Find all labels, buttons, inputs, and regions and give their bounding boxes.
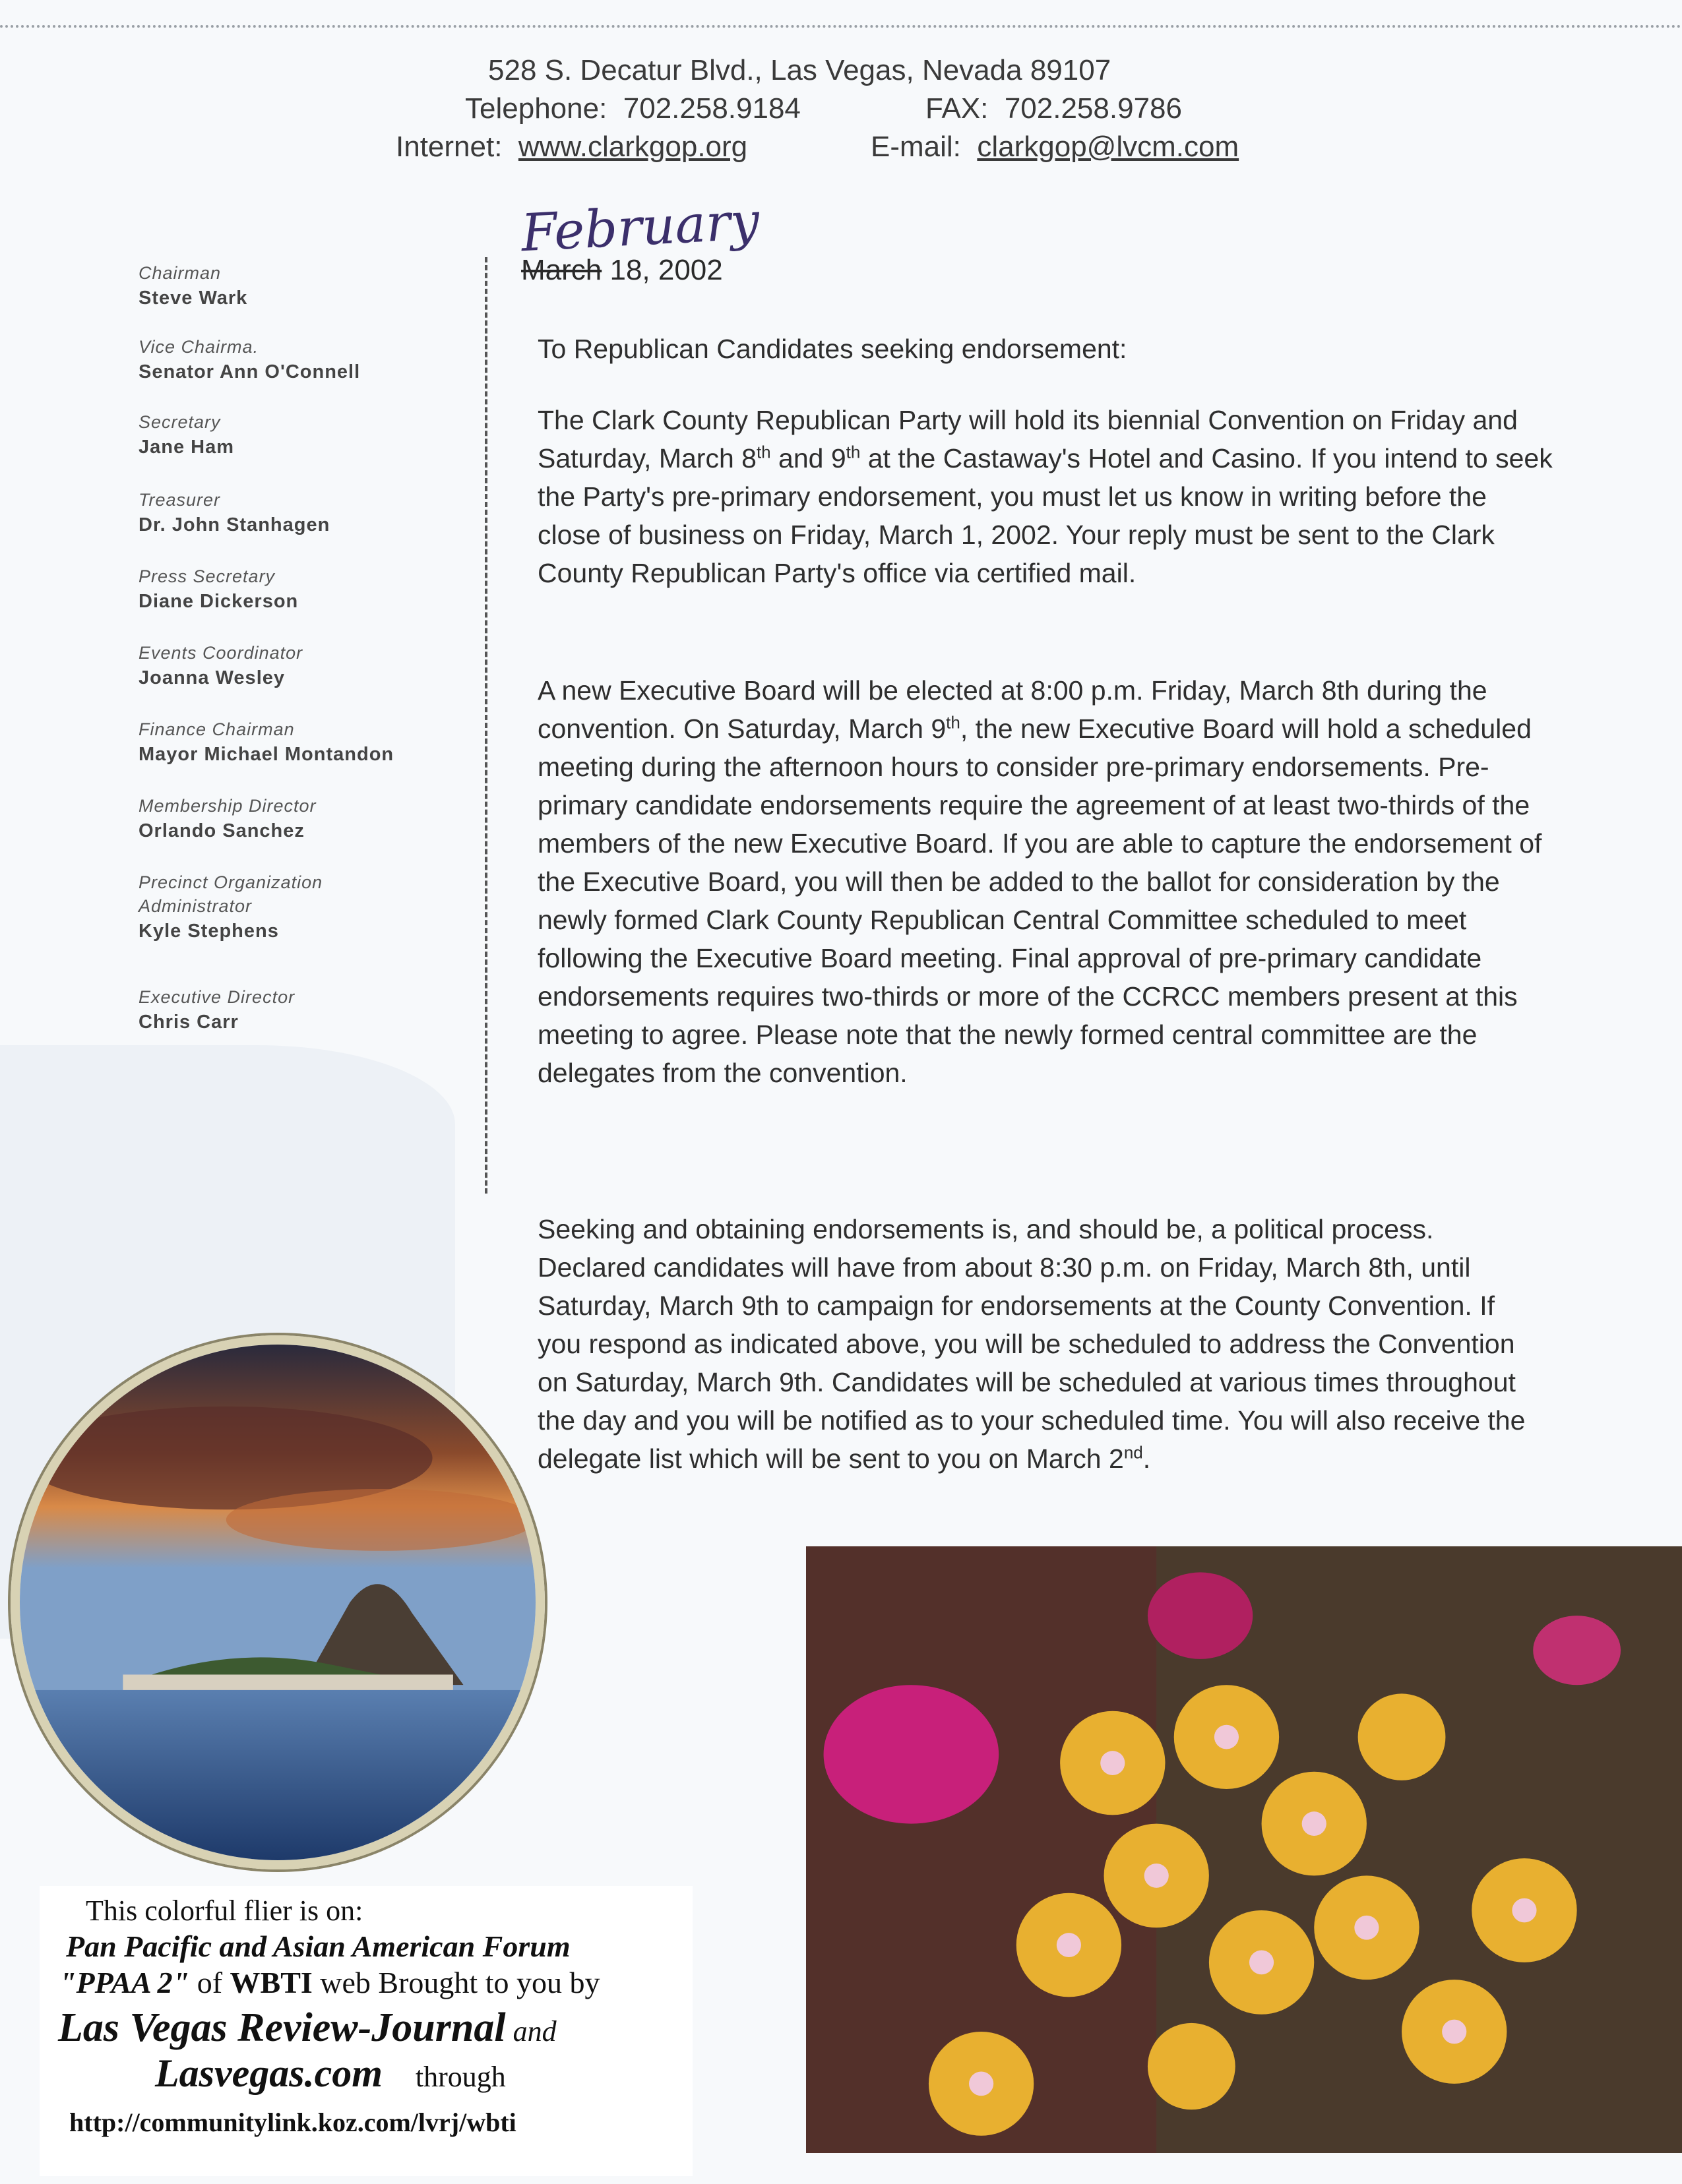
credit-newspaper: Las Vegas Review-Journal and [58, 2005, 557, 2050]
officer-events-coordinator [139, 641, 482, 691]
fax-label: FAX: [925, 92, 989, 125]
orchid-photo [806, 1546, 1682, 2153]
telephone-number: 702.258.9184 [623, 92, 801, 125]
officer-name: Chris Carr [139, 1012, 239, 1033]
officer-finance-chairman [139, 717, 482, 768]
struck-month: March [521, 254, 602, 286]
officer-name: Senator Ann O'Connell [139, 361, 361, 382]
officer-name: Kyle Stephens [139, 921, 279, 942]
officer-name: Jane Ham [139, 437, 235, 458]
officer-name: Mayor Michael Montandon [139, 744, 394, 765]
officer-chairman [139, 261, 482, 311]
salutation: To Republican Candidates seeking endorsement: [538, 334, 1127, 364]
officer-role: Finance Chairman [139, 719, 295, 739]
harbor-mountain-photo [11, 1335, 545, 1869]
officer-vice-chairman [139, 335, 482, 385]
paragraph-2: A new Executive Board will be elected at 8:00 p.m. Friday, March 8th during the convention. On Saturday, March 9th, the new Executive Board will hold a scheduled meeting during the afternoon hours to consider pre-primary endorsements. Pre-primary candidate endorsements require the agreement of at least two-thirds of the members of the new Executive Board. If you are able to capture the endorsement of the Executive Board, you will then be added to the ballot for consideration by the newly formed Clark County Republican Central Committee scheduled to meet following the Executive Board meeting. Final approval of pre-primary candidate endorsements requires two-thirds or more of the CCRCC members present at this meeting to agree. Please note that the newly formed central committee are the delegates from the convention. [538, 675, 1542, 1088]
officer-role: Executive Director [139, 987, 296, 1007]
officer-role: Chairman [139, 263, 222, 283]
paragraph-3: Seeking and obtaining endorsements is, and should be, a political process. Declared candidates will have from about 8:30 p.m. on Friday, March 8th, until Saturday, March 9th to campaign for endorsements at the County Convention. If you respond as indicated above, you will be scheduled to address the Convention on Saturday, March 9th. Candidates will be scheduled at various times throughout the day and you will be notified as to your scheduled time. You will also receive the delegate list which will be sent to you on March 2nd. [538, 1214, 1526, 1474]
credit-forum-name: Pan Pacific and Asian American Forum [66, 1929, 571, 1963]
letter-date [519, 191, 983, 297]
officer-executive-director [139, 985, 482, 1035]
officer-role: Treasurer [139, 490, 221, 510]
credit-website: Lasvegas.com through [155, 2051, 506, 2095]
date-day-year: 18, 2002 [602, 254, 723, 286]
officer-role: Membership Director [139, 796, 317, 816]
officer-name: Dr. John Stanhagen [139, 514, 330, 535]
letterhead-phone-row [465, 90, 801, 128]
officer-name: Diane Dickerson [139, 591, 299, 612]
typed-date [521, 254, 723, 287]
credit-line-3: "PPAA 2" of WBTI web Brought to you by [59, 1966, 600, 1999]
officer-treasurer [139, 488, 482, 538]
officer-membership-director [139, 794, 482, 844]
officer-role: Press Secretary [139, 566, 276, 586]
letterhead-internet-row [396, 128, 747, 166]
officer-press-secretary [139, 564, 482, 615]
internet-label: Internet: [396, 131, 503, 163]
officer-role: Precinct Organization Administrator [139, 872, 323, 916]
letterhead-address: 528 S. Decatur Blvd., Las Vegas, Nevada 89107 [488, 54, 1111, 86]
page-top-border [0, 25, 1682, 28]
email-link[interactable]: clarkgop@lvcm.com [977, 131, 1239, 163]
letterhead-fax-row [925, 90, 1182, 128]
handwritten-month: February [519, 191, 761, 264]
credit-line-1: This colorful flier is on: [86, 1895, 363, 1927]
website-link[interactable]: www.clarkgop.org [518, 131, 748, 163]
credit-url-link[interactable]: http://communitylink.koz.com/lvrj/wbti [69, 2108, 516, 2137]
email-label: E-mail: [871, 131, 961, 163]
letterhead-email-row [871, 128, 1239, 166]
officer-role: Events Coordinator [139, 643, 303, 663]
officer-name: Joanna Wesley [139, 667, 286, 688]
telephone-label: Telephone: [465, 92, 607, 125]
officer-secretary [139, 410, 482, 460]
officer-role: Secretary [139, 412, 221, 432]
officer-precinct-administrator [139, 870, 356, 944]
fax-number: 702.258.9786 [1004, 92, 1182, 125]
officer-name: Steve Wark [139, 288, 248, 309]
officer-name: Orlando Sanchez [139, 820, 305, 841]
paragraph-1: The Clark County Republican Party will hold its biennial Convention on Friday and Saturday, March 8th and 9th at the Castaway's Hotel and Casino. If you intend to seek the Party's pre-primary endorsement, you must let us know in writing before the close of business on Friday, March 1, 2002. Your reply must be sent to the Clark County Republican Party's office via certified mail. [538, 405, 1553, 588]
officer-role: Vice Chairma. [139, 337, 259, 357]
sidebar-divider [485, 257, 487, 1194]
